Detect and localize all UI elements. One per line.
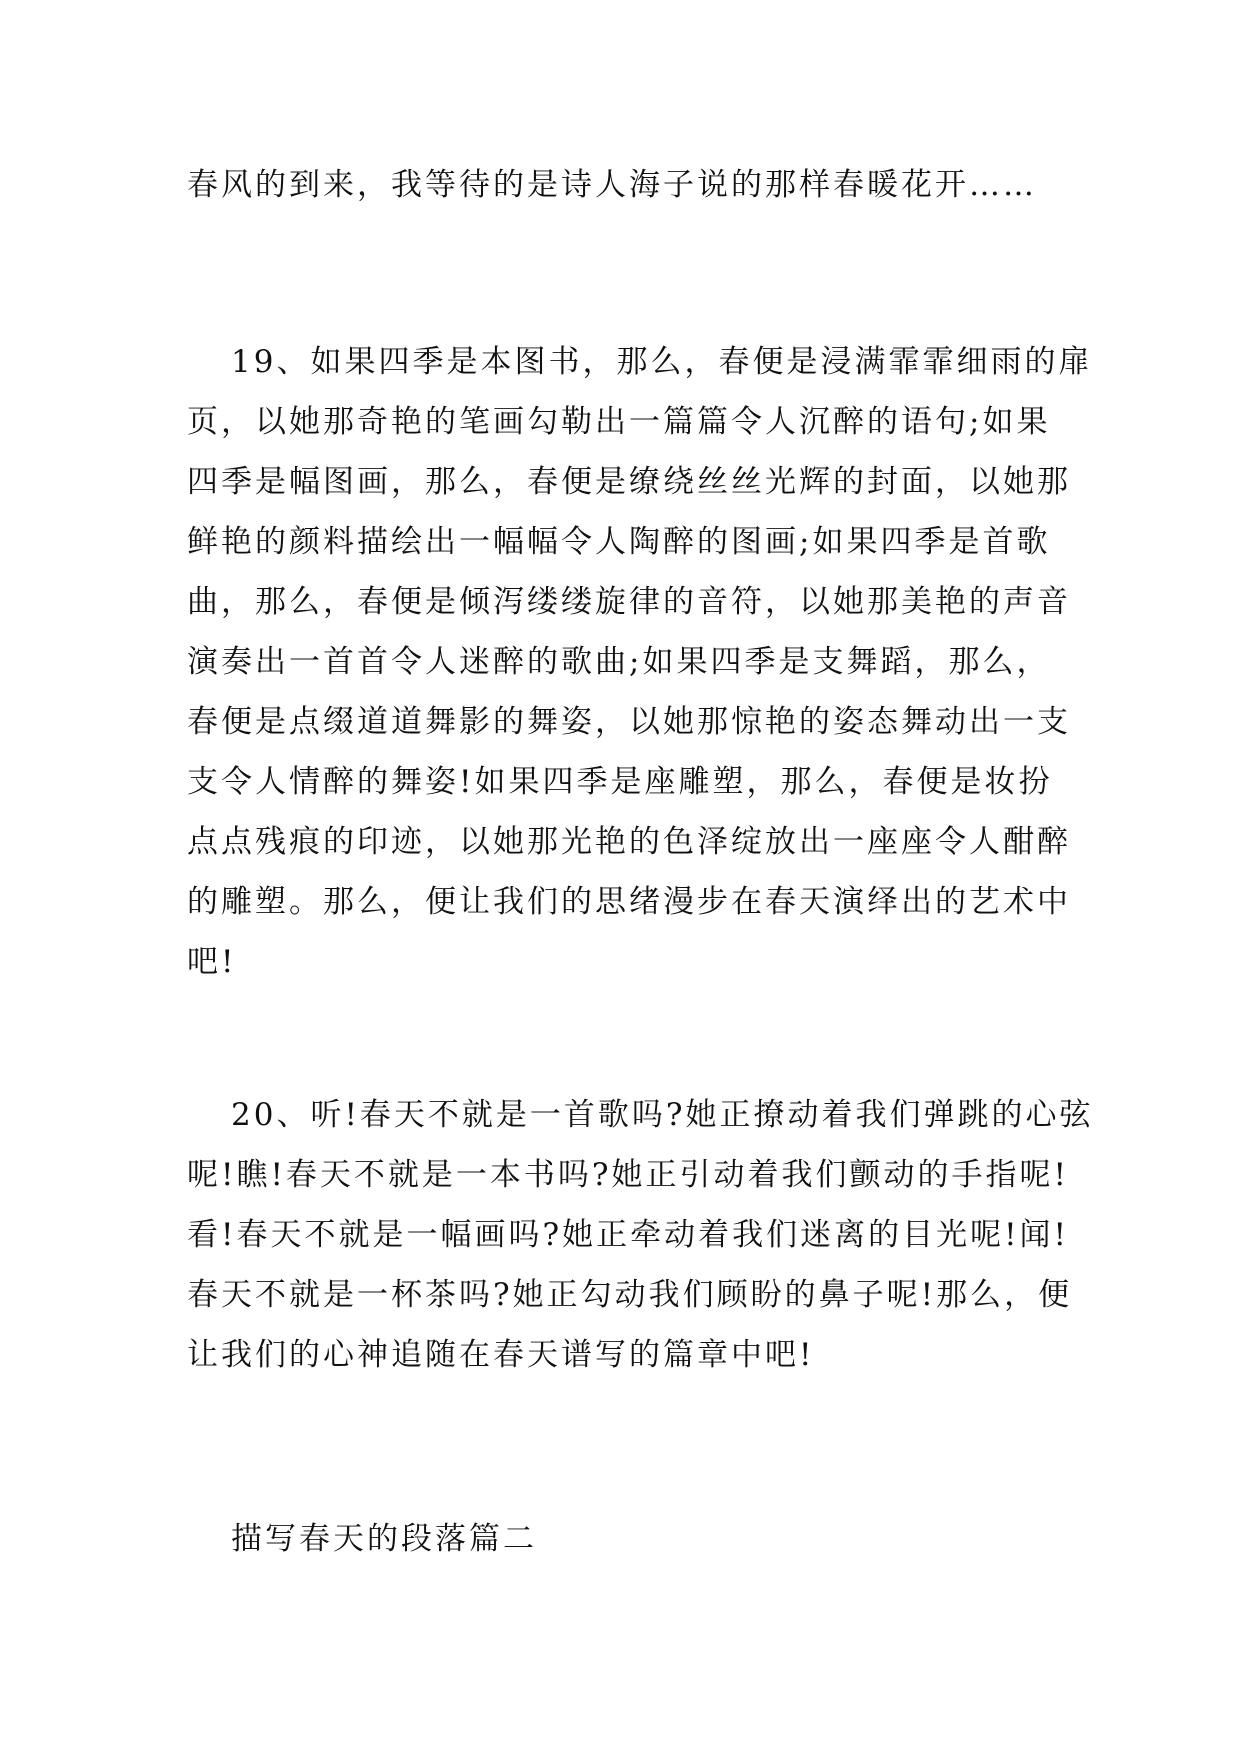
paragraph-line: 演奏出一首首令人迷醉的歌曲;如果四季是支舞蹈，那么， xyxy=(187,644,1051,680)
paragraph-19 xyxy=(187,332,1093,992)
paragraph-line: 的雕塑。那么，便让我们的思绪漫步在春天演绎出的艺术中 xyxy=(187,884,1071,920)
section-heading: 描写春天的段落篇二 xyxy=(231,1521,537,1557)
paragraph-line: 20、听!春天不就是一首歌吗?她正撩动着我们弹跳的心弦 xyxy=(231,1097,1094,1133)
paragraph-line: 19、如果四季是本图书，那么，春便是浸满霏霏细雨的扉 xyxy=(231,344,1093,380)
paragraph-line: 让我们的心神追随在春天谱写的篇章中吧! xyxy=(187,1337,815,1373)
paragraph-line: 四季是幅图画，那么，春便是缭绕丝丝光辉的封面，以她那 xyxy=(187,464,1071,500)
paragraph-line: 支令人情醉的舞姿!如果四季是座雕塑，那么，春便是妆扮 xyxy=(187,764,1053,800)
paragraph-line: 鲜艳的颜料描绘出一幅幅令人陶醉的图画;如果四季是首歌 xyxy=(187,524,1051,560)
paragraph-line: 点点残痕的印迹，以她那光艳的色泽绽放出一座座令人酣醉 xyxy=(187,824,1071,860)
continuation-paragraph xyxy=(187,155,1067,215)
paragraph-line: 吧! xyxy=(187,944,237,980)
paragraph-line: 呢!瞧!春天不就是一本书吗?她正引动着我们颤动的手指呢! xyxy=(187,1157,1069,1193)
paragraph-line: 春风的到来，我等待的是诗人海子说的那样春暖花开…… xyxy=(187,167,1037,203)
paragraph-line: 曲，那么，春便是倾泻缕缕旋律的音符，以她那美艳的声音 xyxy=(187,584,1071,620)
paragraph-line: 看!春天不就是一幅画吗?她正牵动着我们迷离的目光呢!闻! xyxy=(187,1217,1069,1253)
paragraph-line: 春天不就是一杯茶吗?她正勾动我们顾盼的鼻子呢!那么，便 xyxy=(187,1277,1073,1313)
paragraph-20 xyxy=(187,1085,1094,1385)
paragraph-line: 春便是点缀道道舞影的舞姿，以她那惊艳的姿态舞动出一支 xyxy=(187,704,1071,740)
paragraph-line: 页，以她那奇艳的笔画勾勒出一篇篇令人沉醉的语句;如果 xyxy=(187,404,1051,440)
section-heading-block xyxy=(187,1509,1067,1569)
